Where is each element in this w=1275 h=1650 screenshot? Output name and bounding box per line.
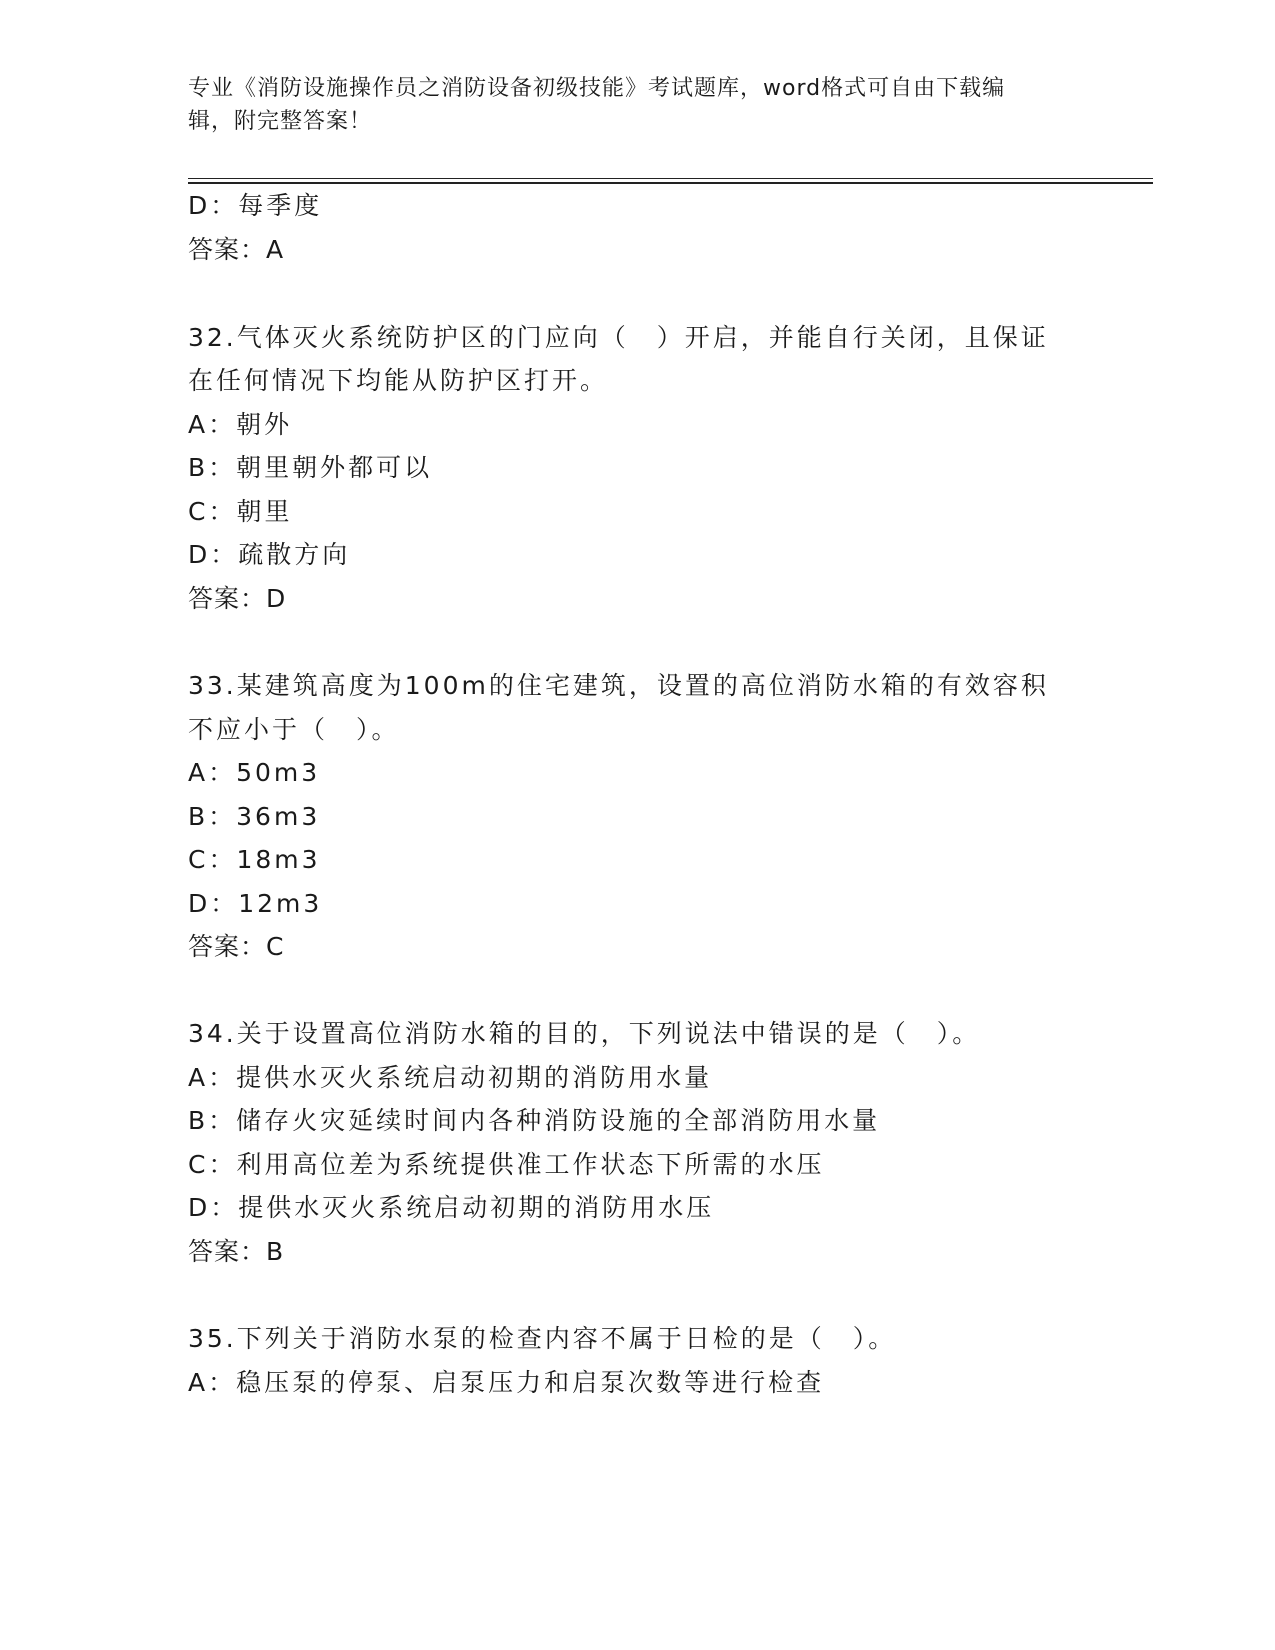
question-32-stem-line-1: 32.气体灭火系统防护区的门应向（ ）开启，并能自行关闭，且保证 bbox=[188, 323, 1049, 352]
document-header bbox=[188, 72, 1088, 138]
answer-line: 答案：A bbox=[188, 235, 285, 264]
question-33-stem-line-1: 33.某建筑高度为100m的住宅建筑，设置的高位消防水箱的有效容积 bbox=[188, 671, 1049, 700]
question-32-answer: 答案：D bbox=[188, 584, 287, 613]
question-35-option-a: A：稳压泵的停泵、启泵压力和启泵次数等进行检查 bbox=[188, 1368, 825, 1397]
header-line-2: 辑，附完整答案！ bbox=[188, 109, 373, 134]
question-33-option-d: D：12m3 bbox=[188, 889, 323, 918]
question-34-option-d: D：提供水灭火系统启动初期的消防用水压 bbox=[188, 1193, 715, 1222]
header-line-1: 专业《消防设施操作员之消防设备初级技能》考试题库，word格式可自由下载编 bbox=[188, 76, 1006, 101]
question-32-option-c: C：朝里 bbox=[188, 497, 293, 526]
header-divider-thick bbox=[188, 182, 1153, 184]
question-33-answer: 答案：C bbox=[188, 932, 285, 961]
question-34-stem: 34.关于设置高位消防水箱的目的，下列说法中错误的是（ ）。 bbox=[188, 1019, 981, 1048]
question-33-option-b: B：36m3 bbox=[188, 802, 321, 831]
question-34-option-c: C：利用高位差为系统提供准工作状态下所需的水压 bbox=[188, 1150, 825, 1179]
option-d: D：每季度 bbox=[188, 191, 323, 220]
header-divider-thin bbox=[188, 178, 1153, 179]
question-32-option-b: B：朝里朝外都可以 bbox=[188, 453, 433, 482]
question-34-option-a: A：提供水灭火系统启动初期的消防用水量 bbox=[188, 1063, 713, 1092]
question-33-stem-line-2: 不应小于（ ）。 bbox=[188, 715, 400, 744]
question-34-answer: 答案：B bbox=[188, 1237, 285, 1266]
question-32-option-d: D：疏散方向 bbox=[188, 540, 351, 569]
question-33-option-c: C：18m3 bbox=[188, 845, 321, 874]
question-32-stem-line-2: 在任何情况下均能从防护区打开。 bbox=[188, 366, 609, 395]
question-32-option-a: A：朝外 bbox=[188, 410, 293, 439]
question-35-stem: 35.下列关于消防水泵的检查内容不属于日检的是（ ）。 bbox=[188, 1324, 897, 1353]
question-34-option-b: B：储存火灾延续时间内各种消防设施的全部消防用水量 bbox=[188, 1106, 881, 1135]
question-33-option-a: A：50m3 bbox=[188, 758, 321, 787]
